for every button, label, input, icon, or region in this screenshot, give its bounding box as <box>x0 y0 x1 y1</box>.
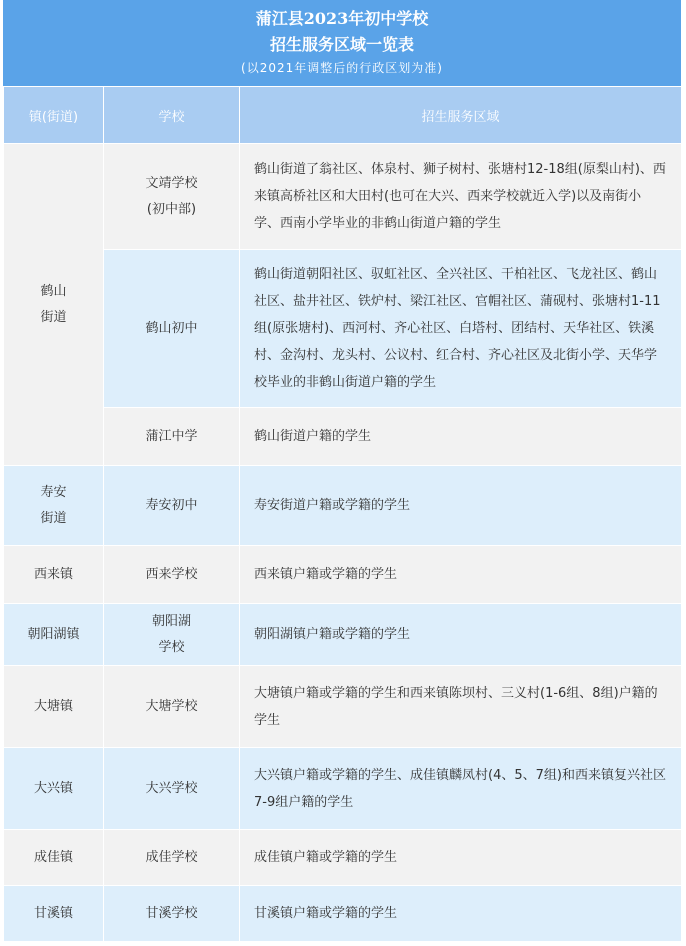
column-header-town: 镇(街道) <box>4 87 104 144</box>
town-cell: 西来镇 <box>4 546 104 604</box>
town-name-line: 街道 <box>40 309 67 325</box>
column-header-row <box>4 87 682 144</box>
table-row <box>4 546 682 604</box>
area-cell: 鹤山街道了翁社区、体泉村、狮子树村、张塘村12-18组(原梨山村)、西来镇高桥社区和大田村(也可在大兴、西来学校就近入学)以及南街小学、西南小学毕业的非鹤山街道户籍的学生 <box>240 144 682 250</box>
title-subtitle: (以2021年调整后的行政区划为准) <box>241 61 443 75</box>
school-cell: 西来学校 <box>104 546 240 604</box>
town-cell: 大兴镇 <box>4 748 104 830</box>
table-row <box>4 466 682 546</box>
school-cell <box>104 144 240 250</box>
enrollment-table <box>3 86 682 942</box>
town-cell: 大塘镇 <box>4 666 104 748</box>
column-header-school: 学校 <box>104 87 240 144</box>
column-header-area: 招生服务区域 <box>240 87 682 144</box>
table-row <box>4 666 682 748</box>
area-cell: 甘溪镇户籍或学籍的学生 <box>240 886 682 942</box>
school-name-line: 朝阳湖 <box>151 613 191 629</box>
table-row <box>4 830 682 886</box>
area-cell: 鹤山街道户籍的学生 <box>240 408 682 466</box>
town-cell: 甘溪镇 <box>4 886 104 942</box>
area-cell: 大兴镇户籍或学籍的学生、成佳镇麟凤村(4、5、7组)和西来镇复兴社区7-9组户籍的学生 <box>240 748 682 830</box>
table-row <box>4 748 682 830</box>
title-line-1: 蒲江县2023年初中学校 <box>255 9 429 28</box>
school-name-line: 文靖学校 <box>145 175 198 191</box>
town-cell <box>4 466 104 546</box>
town-cell: 朝阳湖镇 <box>4 604 104 666</box>
school-cell: 甘溪学校 <box>104 886 240 942</box>
title-line-2: 招生服务区域一览表 <box>269 35 414 54</box>
school-cell: 大兴学校 <box>104 748 240 830</box>
town-name-line: 鹤山 <box>40 283 67 299</box>
table-row <box>4 408 682 466</box>
school-cell: 鹤山初中 <box>104 250 240 408</box>
town-name-line: 寿安 <box>40 484 67 500</box>
table-row <box>4 604 682 666</box>
area-cell: 朝阳湖镇户籍或学籍的学生 <box>240 604 682 666</box>
school-cell: 成佳学校 <box>104 830 240 886</box>
town-cell-heshan <box>4 144 104 466</box>
area-cell: 寿安街道户籍或学籍的学生 <box>240 466 682 546</box>
table-title-banner <box>3 0 681 86</box>
table-row <box>4 144 682 250</box>
school-cell <box>104 604 240 666</box>
school-cell: 大塘学校 <box>104 666 240 748</box>
school-name-line: (初中部) <box>146 201 197 217</box>
table-row <box>4 250 682 408</box>
area-cell: 成佳镇户籍或学籍的学生 <box>240 830 682 886</box>
area-cell: 西来镇户籍或学籍的学生 <box>240 546 682 604</box>
school-cell: 寿安初中 <box>104 466 240 546</box>
town-name-line: 街道 <box>40 510 67 526</box>
school-name-line: 学校 <box>158 639 185 655</box>
town-cell: 成佳镇 <box>4 830 104 886</box>
area-cell: 大塘镇户籍或学籍的学生和西来镇陈坝村、三义村(1-6组、8组)户籍的学生 <box>240 666 682 748</box>
enrollment-table-container <box>3 0 681 942</box>
school-cell: 蒲江中学 <box>104 408 240 466</box>
area-cell: 鹤山街道朝阳社区、驭虹社区、全兴社区、干柏社区、飞龙社区、鹤山社区、盐井社区、铁炉村、梁江社区、官帽社区、蒲砚村、张塘村1-11组(原张塘村)、西河村、齐心社区、白塔村、团结村、天华社区、铁溪村、金沟村、龙头村、公议村、红合村、齐心社区及北街小学、天华学校毕业的非鹤山街道户籍的学生 <box>240 250 682 408</box>
table-row <box>4 886 682 942</box>
